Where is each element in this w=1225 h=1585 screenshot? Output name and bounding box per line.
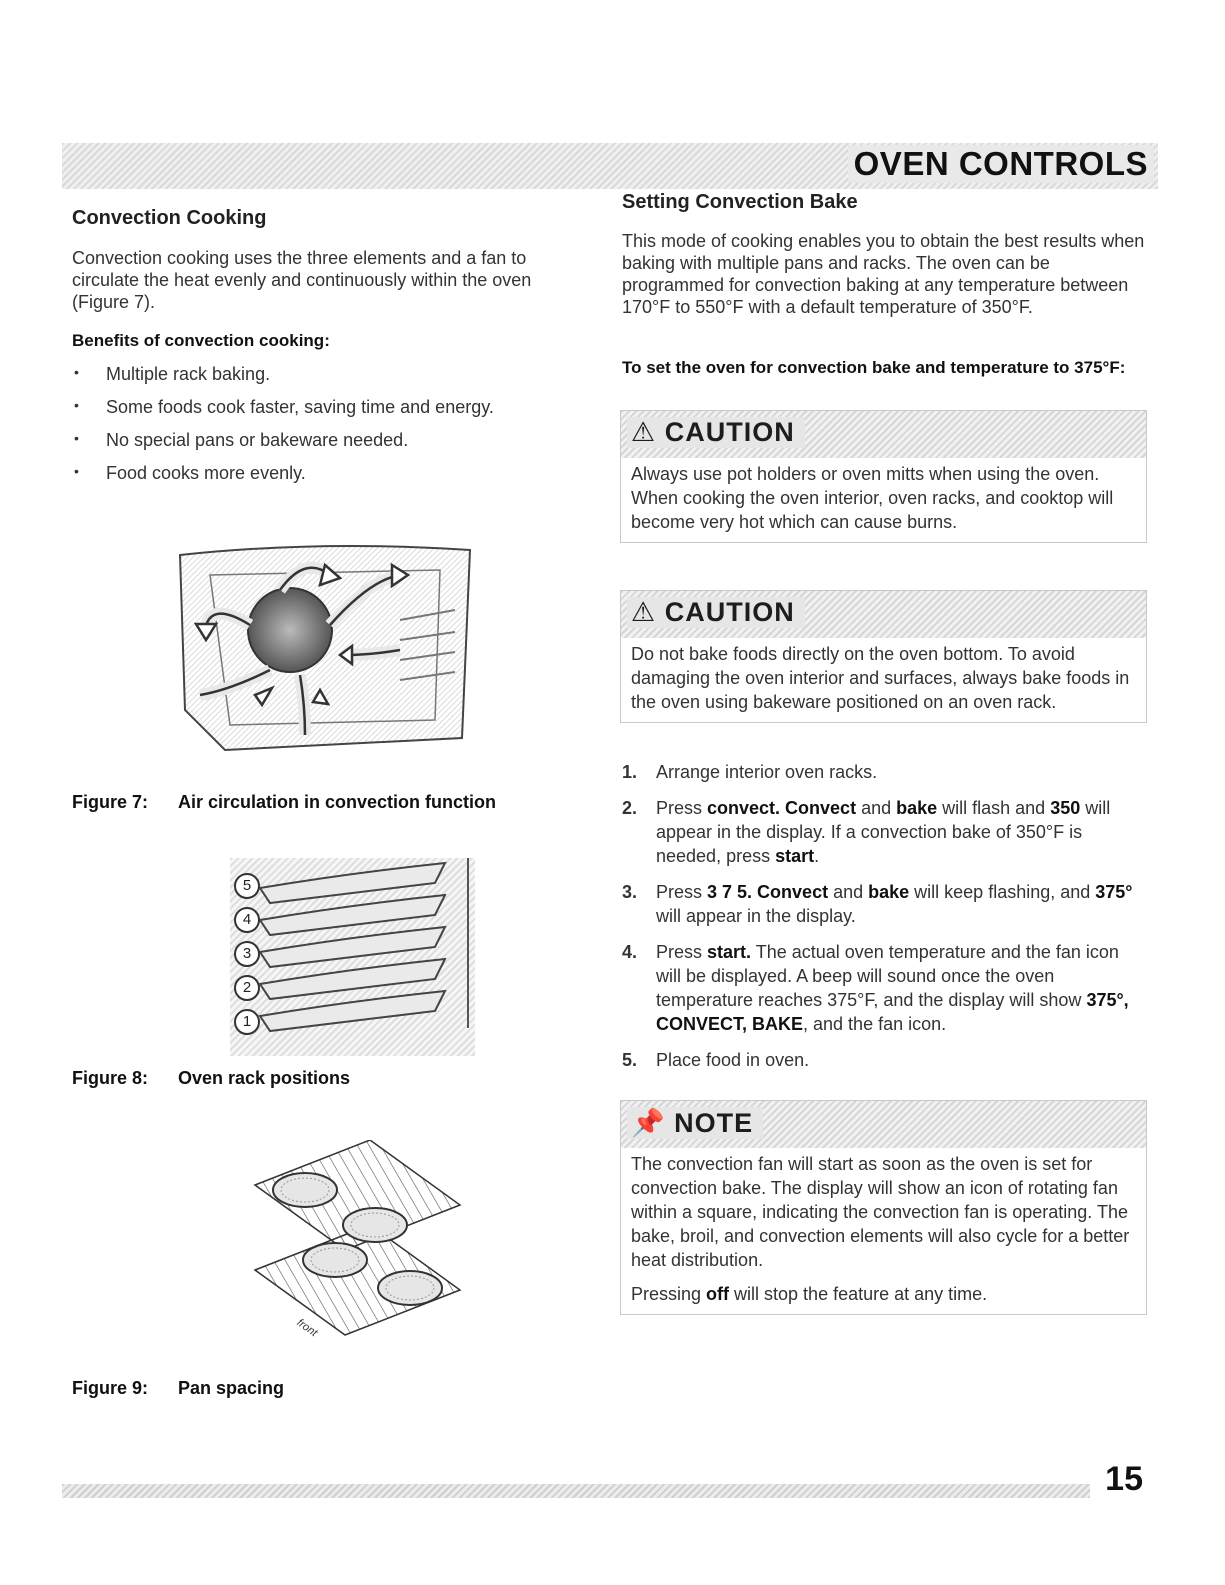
figure-9-text: Pan spacing	[178, 1378, 285, 1398]
rack-position-label: 1	[234, 1009, 260, 1035]
rack-position-label: 2	[234, 975, 260, 1001]
figure-9-number: Figure 9:	[72, 1378, 149, 1398]
figure-9-caption	[72, 1378, 284, 1399]
caution-label: ⚠ CAUTION	[627, 597, 805, 628]
caution-header	[621, 411, 1146, 458]
convection-bake-steps	[622, 760, 1142, 1084]
benefit-item: • Some foods cook faster, saving time and energy.	[72, 397, 572, 430]
warning-icon: ⚠	[631, 597, 657, 627]
figure-8-caption	[72, 1068, 350, 1089]
figure-8-text: Oven rack positions	[178, 1068, 351, 1088]
pushpin-icon: 📌	[631, 1108, 666, 1138]
instruction-title: To set the oven for convection bake and temperature to 375°F:	[622, 358, 1126, 377]
caution-text: Do not bake foods directly on the oven bottom. To avoid damaging the oven interior and surfaces, always bake foods in the oven using bakeware positioned on an oven rack.	[631, 644, 1130, 712]
caution-label: ⚠ CAUTION	[627, 417, 805, 448]
section-title: OVEN CONTROLS	[848, 145, 1154, 183]
warning-icon: ⚠	[631, 417, 657, 447]
caution-box	[620, 590, 1147, 723]
step-item: 5. Place food in oven.	[622, 1050, 810, 1070]
note-header	[621, 1101, 1146, 1148]
note-label: 📌 NOTE	[627, 1107, 763, 1139]
benefits-title: Benefits of convection cooking:	[72, 331, 330, 350]
note-paragraph: The convection fan will start as soon as the oven is set for convection bake. The display will show an icon of rotating fan within a square, indicating the convection fan is operating. The bake, broil, and convection elements will also cycle for a better heat distribution.	[631, 1154, 1130, 1270]
benefit-item: • Food cooks more evenly.	[72, 463, 572, 496]
rack-position-label: 3	[234, 941, 260, 967]
step-item: 2. Press convect. Convect and bake will flash and 350 will appear in the display. If a convection bake of 350°F is needed, press start.	[622, 798, 1111, 866]
air-circulation-illustration	[170, 540, 485, 780]
step-item: 4. Press start. The actual oven temperature and the fan icon will be displayed. A beep will sound once the oven temperature reaches 375°F, and the display will show 375°, CONVECT, BAKE, and the fan icon.	[622, 942, 1129, 1034]
rack-position-label: 5	[234, 873, 260, 899]
convection-bake-intro: This mode of cooking enables you to obtain the best results when baking with multiple pans and racks. The oven can be programmed for convection baking at any temperature between 170°F to 550°F with a default temperature of 350°F.	[622, 231, 1145, 317]
setting-convection-bake-heading: Setting Convection Bake	[622, 191, 858, 213]
convection-intro-text: Convection cooking uses the three elements and a fan to circulate the heat evenly and continuously within the oven (Figure 7).	[72, 248, 532, 312]
note-off-paragraph: Pressing off will stop the feature at any time.	[631, 1284, 988, 1304]
step-item: 3. Press 3 7 5. Convect and bake will keep flashing, and 375° will appear in the display.	[622, 882, 1133, 926]
caution-box	[620, 410, 1147, 543]
note-text	[621, 1148, 1146, 1314]
figure-7-number: Figure 7:	[72, 792, 149, 812]
figure-7-caption	[72, 792, 496, 813]
caution-header	[621, 591, 1146, 638]
rack-position-label: 4	[234, 907, 260, 933]
section-header-bar	[62, 143, 1158, 189]
caution-text: Always use pot holders or oven mitts when using the oven. When cooking the oven interior, oven racks, and cooktop will become very hot which can cause burns.	[631, 464, 1114, 532]
oven-rack-positions-illustration	[230, 858, 475, 1056]
benefit-item: • Multiple rack baking.	[72, 364, 572, 397]
figure-8-number: Figure 8:	[72, 1068, 149, 1088]
pan-spacing-illustration	[250, 1140, 470, 1365]
page-number: 15	[1105, 1460, 1143, 1498]
footer-bar	[62, 1484, 1090, 1498]
step-item: 1. Arrange interior oven racks.	[622, 762, 878, 782]
front-label: front	[294, 1316, 320, 1340]
benefit-item: • No special pans or bakeware needed.	[72, 430, 572, 463]
figure-7-text: Air circulation in convection function	[178, 792, 497, 812]
convection-cooking-heading: Convection Cooking	[72, 207, 267, 229]
note-box	[620, 1100, 1147, 1315]
benefits-list	[72, 364, 572, 496]
